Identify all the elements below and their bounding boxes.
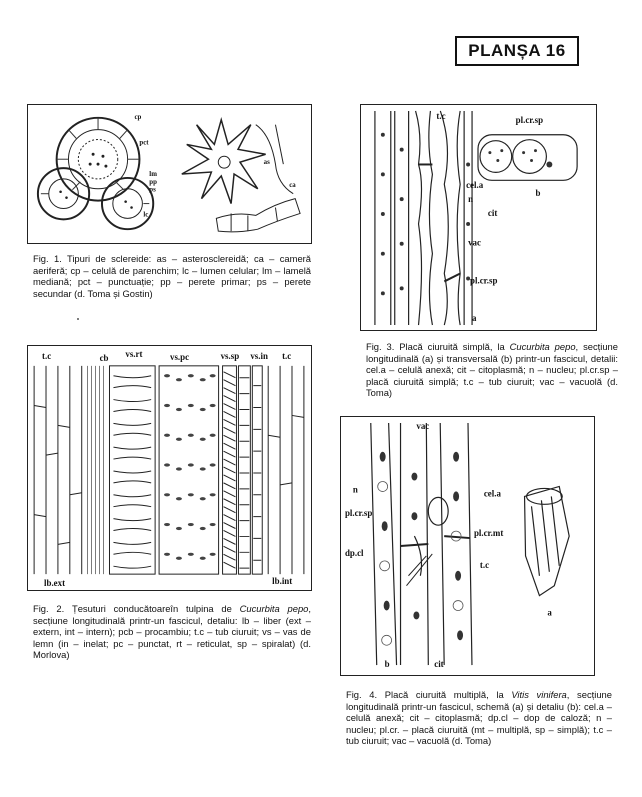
fig3-label-tc: t.c xyxy=(436,110,446,121)
fig3-label-cit: cit xyxy=(487,208,498,219)
fig4-label-dpcl: dp.cl xyxy=(344,547,364,558)
fig1-label-pp: pp xyxy=(149,178,157,186)
figure-3-sieve-plate-cucurbita xyxy=(360,104,597,331)
fig4-label-vac: vac xyxy=(416,420,430,431)
fig4-label-plcrsp: pl.cr.sp xyxy=(344,508,373,519)
fig4-label-plcrmt: pl.cr.mt xyxy=(473,528,504,539)
fig4-label-n: n xyxy=(352,484,358,495)
fig4-label-tc: t.c xyxy=(479,559,490,570)
stray-mark xyxy=(77,318,79,320)
fig2-label-vsin: vs.in xyxy=(250,350,268,361)
figure-3-drawing xyxy=(361,105,596,330)
fig3-label-a: a xyxy=(472,313,477,324)
fig1-label-ca: ca xyxy=(289,181,296,189)
fig1-label-ps: ps xyxy=(149,186,156,194)
fig4-label-b: b xyxy=(384,659,390,670)
fig2-label-lbext: lb.ext xyxy=(44,578,66,589)
fig1-label-lc: lc xyxy=(143,211,149,219)
figure-4-drawing xyxy=(341,417,594,675)
fig1-label-as: as xyxy=(263,159,270,167)
figure-4-caption: Fig. 4. Placă ciuruită multiplă, la Vitis vinifera, secțiune longitudinală printr-un fascicul, schemă (a) și detaliu (b): cel.a – celulă anexă; cit – citoplasmă; dp.cl – dop de caloză; n – nucleu; pl.cr. – placă ciuruită (mt – multiplă, sp – simplă); t.c – tub ciuruit; vac – vacuolă (d. Toma) xyxy=(346,689,612,747)
figure-4-sieve-plate-vitis xyxy=(340,416,595,676)
fig3-label-vac: vac xyxy=(468,237,481,248)
figure-2-caption: Fig. 2. Țesuturi conducătoareîn tulpina de Cucurbita pepo, secțiune longitudinală printr-un fascicul, detaliu: lb – liber (ext – extern, int – intern); pcb – procambiu; t.c – tub ciuruit; vs – vas de lemn (in – inelat; pc – punctat, rt – reticulat, sp – spiralat) (d. Morlova) xyxy=(33,603,311,661)
fig1-label-cp: cp xyxy=(134,113,142,121)
fig2-label-vspc: vs.pc xyxy=(169,351,190,362)
fig4-label-a: a xyxy=(547,607,552,618)
fig2-label-lbint: lb.int xyxy=(272,576,293,587)
fig2-label-vssp: vs.sp xyxy=(220,350,240,361)
figure-2-conducting-tissues xyxy=(27,345,312,591)
plate-title: PLANȘA 16 xyxy=(455,36,579,66)
figure-1-drawing xyxy=(28,105,311,243)
fig2-label-tc-left: t.c xyxy=(42,350,52,361)
fig4-label-cela: cel.a xyxy=(483,488,501,499)
fig2-label-tc-right: t.c xyxy=(282,350,292,361)
fig4-label-cit: cit xyxy=(434,659,444,670)
figure-3-caption: Fig. 3. Placă ciuruită simplă, la Cucurbita pepo, secțiune longitudinală (a) și transversală (b) printr-un fascicul, detalii: cel.a – celulă anexă; cit – citoplasmă; n – nucleu; pl.cr.sp – placă ciuruită simplă; t.c – tub ciuruit; vac – vacuolă (d. Toma) xyxy=(366,341,618,399)
fig3-label-n: n xyxy=(468,194,474,205)
fig2-label-vsrt: vs.rt xyxy=(125,348,143,359)
fig1-label-lm: lm xyxy=(149,170,157,178)
fig3-label-plcrsp: pl.cr.sp xyxy=(470,275,498,286)
fig3-label-b: b xyxy=(535,188,541,199)
figure-1-sclereids xyxy=(27,104,312,244)
figure-1-caption: Fig. 1. Tipuri de sclereide: as – asterosclereidă; ca – cameră aeriferă; cp – celulă de parenchim; lc – lumen celular; lm – lamelă mediană; pct – punctuație; pp – perete primar; ps – perete secundar (d. Toma și Gostin) xyxy=(33,253,311,299)
fig3-label-plcrsp-top: pl.cr.sp xyxy=(515,114,544,125)
fig1-label-pct: pct xyxy=(139,139,149,147)
fig3-label-cela: cel.a xyxy=(466,180,484,191)
fig2-label-cb: cb xyxy=(99,352,109,363)
figure-2-drawing xyxy=(28,346,311,590)
